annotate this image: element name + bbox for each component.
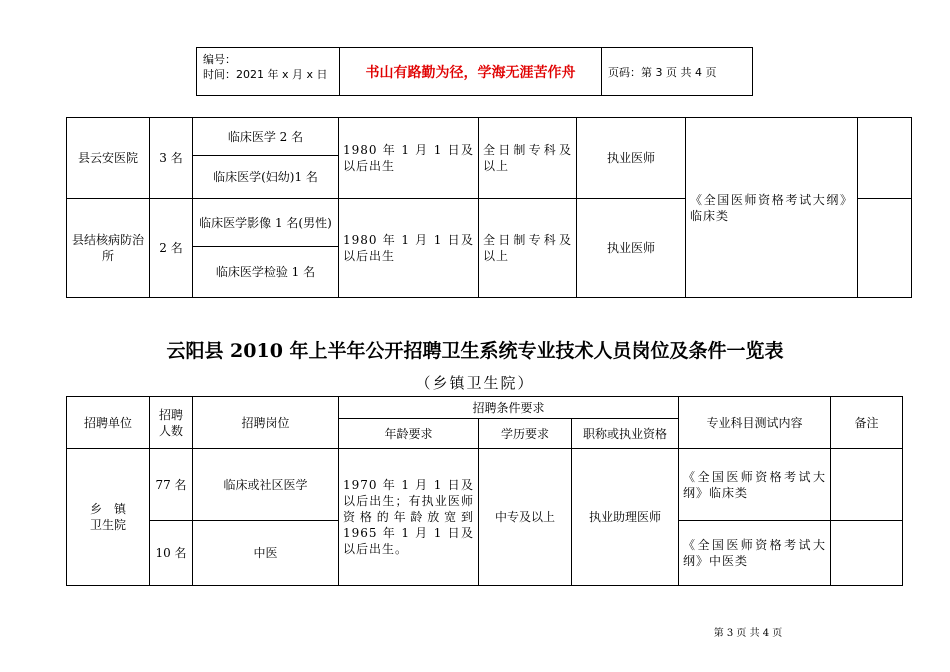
number-label: 编号：	[203, 53, 236, 66]
header-unit: 招聘单位	[67, 397, 150, 449]
test-cell: 《全国医师资格考试大纲》临床类	[679, 449, 831, 521]
township-positions-table	[66, 396, 903, 586]
position-cell: 临床医学影像 1 名(男性)	[193, 199, 339, 247]
count-cell: 77 名	[150, 449, 193, 521]
hospital-positions-table	[66, 117, 912, 298]
education-cell: 全日制专科及以上	[479, 199, 577, 298]
unit-cell: 县云安医院	[67, 118, 150, 199]
page-subtitle: （乡镇卫生院）	[415, 374, 535, 392]
header-education: 学历要求	[479, 419, 572, 449]
remark-cell	[831, 521, 903, 586]
header-count: 招聘人数	[150, 397, 193, 449]
age-cell: 1970 年 1 月 1 日及以后出生；有执业医师资格的年龄放宽到 1965 年 1 月 1 日及以后出生。	[339, 449, 479, 586]
unit-cell: 县结核病防治所	[67, 199, 150, 298]
position-cell: 临床或社区医学	[193, 449, 339, 521]
page-title: 云阳县 2010 年上半年公开招聘卫生系统专业技术人员岗位及条件一览表	[166, 340, 784, 362]
education-cell: 全日制专科及以上	[479, 118, 577, 199]
header-qualification: 职称或执业资格	[572, 419, 679, 449]
remark-cell	[858, 118, 912, 199]
document-header	[196, 47, 753, 96]
header-page-label: 页码：第 3 页 共 4 页	[608, 65, 717, 79]
header-test: 专业科目测试内容	[679, 397, 831, 449]
position-cell: 中医	[193, 521, 339, 586]
footer-page-number: 第 3 页 共 4 页	[713, 628, 783, 639]
header-meta	[197, 48, 340, 95]
test-cell: 《全国医师资格考试大纲》中医类	[679, 521, 831, 586]
qualification-cell: 执业医师	[577, 118, 686, 199]
header-position: 招聘岗位	[193, 397, 339, 449]
remark-cell	[858, 199, 912, 298]
header-conditions: 招聘条件要求	[339, 397, 679, 419]
qualification-cell: 执业助理医师	[572, 449, 679, 586]
remark-cell	[831, 449, 903, 521]
header-slogan: 书山有路勤为径，学海无涯苦作舟	[365, 64, 576, 81]
count-cell: 2 名	[150, 199, 193, 298]
education-cell: 中专及以上	[479, 449, 572, 586]
header-row	[67, 397, 903, 419]
table-row	[67, 449, 903, 521]
count-cell: 3 名	[150, 118, 193, 199]
position-cell: 临床医学(妇幼)1 名	[193, 156, 339, 199]
count-cell: 10 名	[150, 521, 193, 586]
unit-cell: 乡 镇卫生院	[67, 449, 150, 586]
age-cell: 1980 年 1 月 1 日及以后出生	[339, 118, 479, 199]
test-content-cell: 《全国医师资格考试大纲》临床类	[686, 118, 858, 298]
header-age: 年龄要求	[339, 419, 479, 449]
position-cell: 临床医学检验 1 名	[193, 247, 339, 298]
footer	[0, 624, 950, 639]
date-label: 时间：2021 年 x 月 x 日	[203, 68, 328, 81]
header-slogan-cell	[340, 48, 602, 95]
position-cell: 临床医学 2 名	[193, 118, 339, 156]
table-row	[67, 118, 912, 156]
qualification-cell: 执业医师	[577, 199, 686, 298]
header-remark: 备注	[831, 397, 903, 449]
age-cell: 1980 年 1 月 1 日及以后出生	[339, 199, 479, 298]
